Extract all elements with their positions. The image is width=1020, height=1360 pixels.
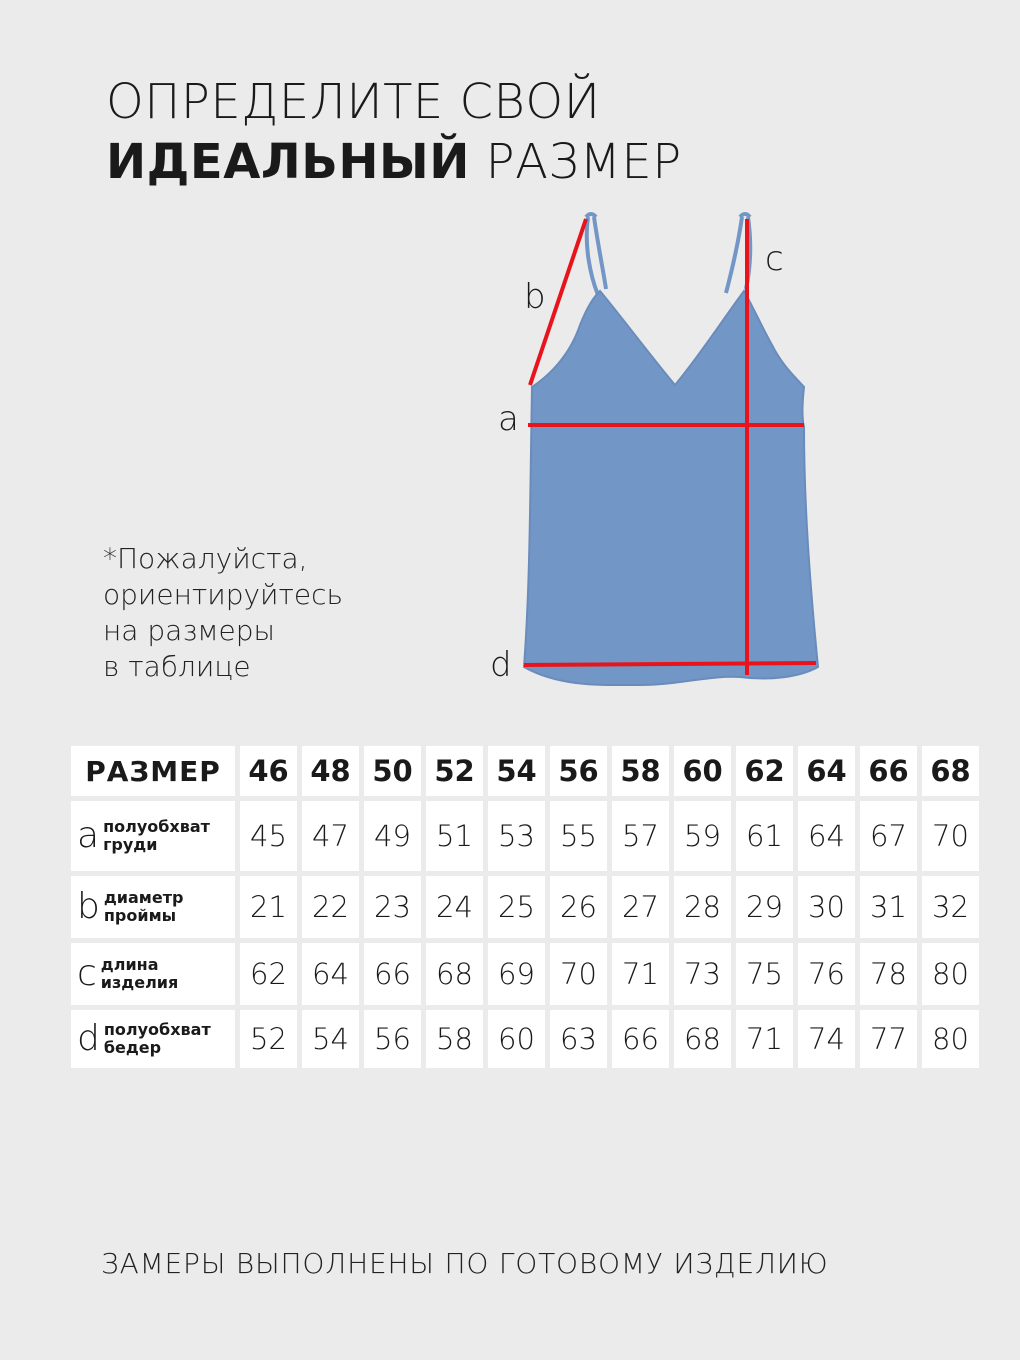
table-cell: 76 [798, 943, 855, 1005]
table-row [71, 943, 979, 1005]
table-cell: 30 [798, 876, 855, 938]
table-cell: 74 [798, 1010, 855, 1068]
left-strap-top [586, 214, 596, 217]
row-desc-line: полуобхват [103, 1020, 211, 1039]
table-cell: 70 [922, 801, 979, 871]
table-cell: 29 [736, 876, 793, 938]
note-line: в таблице [103, 650, 251, 683]
table-cell: 47 [302, 801, 359, 871]
footer-note: ЗАМЕРЫ ВЫПОЛНЕНЫ ПО ГОТОВОМУ ИЗДЕЛИЮ [101, 1247, 829, 1280]
size-header: 66 [860, 746, 917, 796]
table-cell: 75 [736, 943, 793, 1005]
table-cell: 56 [364, 1010, 421, 1068]
table-cell: 57 [612, 801, 669, 871]
right-strap-top [740, 214, 750, 217]
measure-line-d [524, 663, 816, 665]
table-cell: 60 [488, 1010, 545, 1068]
table-header-row [71, 746, 979, 796]
row-desc-line: диаметр [103, 888, 184, 907]
table-cell: 25 [488, 876, 545, 938]
note-line: *Пожалуйста, [103, 542, 308, 575]
table-cell: 23 [364, 876, 421, 938]
size-note [103, 541, 403, 685]
table-cell: 77 [860, 1010, 917, 1068]
table-cell: 68 [426, 943, 483, 1005]
label-c: c [765, 239, 784, 279]
table-cell: 21 [240, 876, 297, 938]
size-header: 46 [240, 746, 297, 796]
table-cell: 45 [240, 801, 297, 871]
right-strap-outer [726, 217, 742, 293]
row-desc-line: полуобхват [103, 817, 210, 836]
table-cell: 61 [736, 801, 793, 871]
table-cell: 32 [922, 876, 979, 938]
row-desc-line: изделия [100, 973, 179, 992]
table-cell: 58 [426, 1010, 483, 1068]
table-cell: 53 [488, 801, 545, 871]
table-cell: 69 [488, 943, 545, 1005]
table-cell: 64 [302, 943, 359, 1005]
row-desc-line: длина [100, 955, 159, 974]
size-header: 50 [364, 746, 421, 796]
table-cell: 63 [550, 1010, 607, 1068]
table-cell: 70 [550, 943, 607, 1005]
table-cell: 73 [674, 943, 731, 1005]
row-letter: a [77, 815, 100, 856]
table-cell: 71 [736, 1010, 793, 1068]
table-row [71, 1010, 979, 1068]
row-desc-line: груди [103, 835, 158, 854]
table-row [71, 801, 979, 871]
size-header: 62 [736, 746, 793, 796]
label-b: b [524, 277, 546, 317]
garment-diagram [480, 205, 840, 705]
table-cell: 80 [922, 943, 979, 1005]
table-cell: 80 [922, 1010, 979, 1068]
table-cell: 55 [550, 801, 607, 871]
left-strap-inner [594, 217, 606, 289]
size-header: 56 [550, 746, 607, 796]
table-cell: 52 [240, 1010, 297, 1068]
table-cell: 26 [550, 876, 607, 938]
size-header: 52 [426, 746, 483, 796]
page-title [106, 72, 682, 192]
title-rest: РАЗМЕР [469, 134, 682, 190]
size-header: 68 [922, 746, 979, 796]
table-cell: 66 [364, 943, 421, 1005]
table-cell: 66 [612, 1010, 669, 1068]
note-line: на размеры [103, 614, 275, 647]
table-cell: 67 [860, 801, 917, 871]
header-label: РАЗМЕР [71, 746, 235, 796]
table-cell: 27 [612, 876, 669, 938]
table-row [71, 876, 979, 938]
label-d: d [490, 645, 512, 685]
size-table [66, 741, 984, 1073]
title-line-1: ОПРЕДЕЛИТЕ СВОЙ [106, 74, 601, 130]
row-label-a [71, 801, 235, 871]
row-letter: c [77, 953, 97, 994]
table-cell: 78 [860, 943, 917, 1005]
table-cell: 68 [674, 1010, 731, 1068]
table-cell: 49 [364, 801, 421, 871]
size-header: 64 [798, 746, 855, 796]
size-header: 60 [674, 746, 731, 796]
row-desc-line: бедер [103, 1038, 162, 1057]
title-bold-word: ИДЕАЛЬНЫЙ [106, 134, 470, 190]
table-cell: 59 [674, 801, 731, 871]
title-line-2 [106, 132, 682, 192]
garment-body [524, 291, 818, 685]
row-label-d [71, 1010, 235, 1068]
size-header: 54 [488, 746, 545, 796]
row-letter: d [77, 1018, 100, 1059]
row-desc-line: проймы [103, 906, 177, 925]
label-a: a [498, 399, 519, 439]
size-header: 58 [612, 746, 669, 796]
table-cell: 22 [302, 876, 359, 938]
table-cell: 24 [426, 876, 483, 938]
table-cell: 54 [302, 1010, 359, 1068]
note-line: ориентируйтесь [103, 578, 343, 611]
table-cell: 51 [426, 801, 483, 871]
table-cell: 28 [674, 876, 731, 938]
row-letter: b [77, 886, 100, 927]
table-cell: 31 [860, 876, 917, 938]
row-label-b [71, 876, 235, 938]
table-cell: 71 [612, 943, 669, 1005]
table-cell: 64 [798, 801, 855, 871]
size-header: 48 [302, 746, 359, 796]
table-cell: 62 [240, 943, 297, 1005]
row-label-c [71, 943, 235, 1005]
